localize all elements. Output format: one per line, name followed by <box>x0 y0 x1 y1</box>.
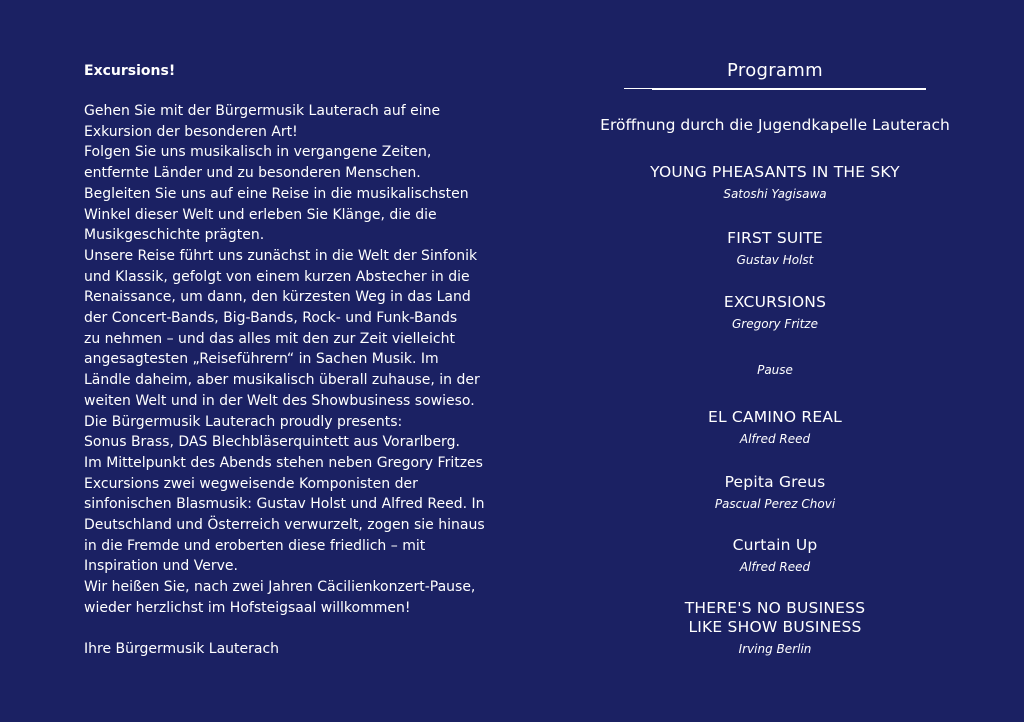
intro-line: Winkel dieser Welt und erleben Sie Klänge, die die <box>84 206 437 223</box>
piece-title: YOUNG PHEASANTS IN THE SKY <box>650 163 900 181</box>
piece-composer: Satoshi Yagisawa <box>723 187 827 201</box>
piece-composer: Alfred Reed <box>739 560 811 574</box>
intro-line: Deutschland und Österreich verwurzelt, zogen sie hinaus <box>84 517 485 534</box>
piece-title: EL CAMINO REAL <box>707 408 843 426</box>
piece-composer: Gustav Holst <box>736 253 814 267</box>
intro-line: Ländle daheim, aber musikalisch überall zuhause, in der <box>84 372 480 389</box>
piece-composer: Irving Berlin <box>738 642 812 656</box>
intro-line: Renaissance, um dann, den kürzesten Weg in das Land <box>84 289 471 306</box>
piece-composer: Pascual Perez Chovi <box>714 497 836 511</box>
program-piece <box>580 536 970 575</box>
piece-title: FIRST SUITE <box>727 229 823 247</box>
piece-composer: Alfred Reed <box>739 432 811 446</box>
intro-line: entfernte Länder und zu besonderen Menschen. <box>84 165 421 182</box>
intro-line: und Klassik, gefolgt von einem kurzen Abstecher in die <box>84 268 470 285</box>
intro-line: Die Bürgermusik Lauterach proudly presents: <box>84 413 403 430</box>
intro-line: Wir heißen Sie, nach zwei Jahren Cäcilienkonzert-Pause, <box>84 579 476 596</box>
intro-line: weiten Welt und in der Welt des Showbusiness sowieso. <box>84 392 475 409</box>
piece-title: Pepita Greus <box>724 473 826 491</box>
intro-line: Folgen Sie uns musikalisch in vergangene Zeiten, <box>84 144 432 161</box>
intro-line: Inspiration und Verve. <box>84 558 238 575</box>
intro-line: Exkursion der besonderen Art! <box>84 123 298 140</box>
piece-title: Curtain Up <box>732 536 818 554</box>
intro-line: Excursions zwei wegweisende Komponisten der <box>84 475 418 492</box>
program-piece <box>580 163 970 202</box>
intro-line: Gehen Sie mit der Bürgermusik Lauterach auf eine <box>84 103 441 119</box>
program-piece <box>580 473 970 512</box>
program-opening: Eröffnung durch die Jugendkapelle Lauterach <box>600 116 950 134</box>
intro-line: wieder herzlichst im Hofsteigsaal willkommen! <box>84 599 411 616</box>
program-pause: Pause <box>757 363 793 377</box>
intro-line: Begleiten Sie uns auf eine Reise in die musikalischsten <box>84 185 469 202</box>
intro-column <box>84 60 534 659</box>
piece-title: EXCURSIONS <box>723 293 827 311</box>
intro-line: sinfonischen Blasmusik: Gustav Holst und Alfred Reed. In <box>84 496 485 513</box>
intro-line: Musikgeschichte prägten. <box>84 227 265 244</box>
program-piece <box>580 408 970 447</box>
intro-text <box>84 101 534 619</box>
piece-title: THERE'S NO BUSINESS LIKE SHOW BUSINESS <box>684 599 866 636</box>
piece-composer: Gregory Fritze <box>732 317 818 331</box>
intro-line: angesagtesten „Reiseführern“ in Sachen Musik. Im <box>84 351 439 368</box>
signature: Ihre Bürgermusik Lauterach <box>84 640 280 657</box>
program-piece <box>580 293 970 332</box>
program-piece <box>675 599 875 657</box>
intro-line: zu nehmen – und das alles mit den zur Zeit vielleicht <box>84 330 455 347</box>
program-title: Programm <box>727 60 823 81</box>
intro-line: der Concert-Bands, Big-Bands, Rock- und Funk-Bands <box>84 310 458 327</box>
intro-line: Sonus Brass, DAS Blechbläserquintett aus Vorarlberg. <box>84 434 460 451</box>
intro-line: Im Mittelpunkt des Abends stehen neben Gregory Fritzes <box>84 454 483 471</box>
intro-heading: Excursions! <box>84 63 176 79</box>
program-pieces <box>580 0 970 722</box>
program-piece <box>580 229 970 268</box>
intro-line: in die Fremde und eroberten diese friedlich – mit <box>84 537 426 554</box>
intro-line: Unsere Reise führt uns zunächst in die Welt der Sinfonik <box>84 247 478 264</box>
